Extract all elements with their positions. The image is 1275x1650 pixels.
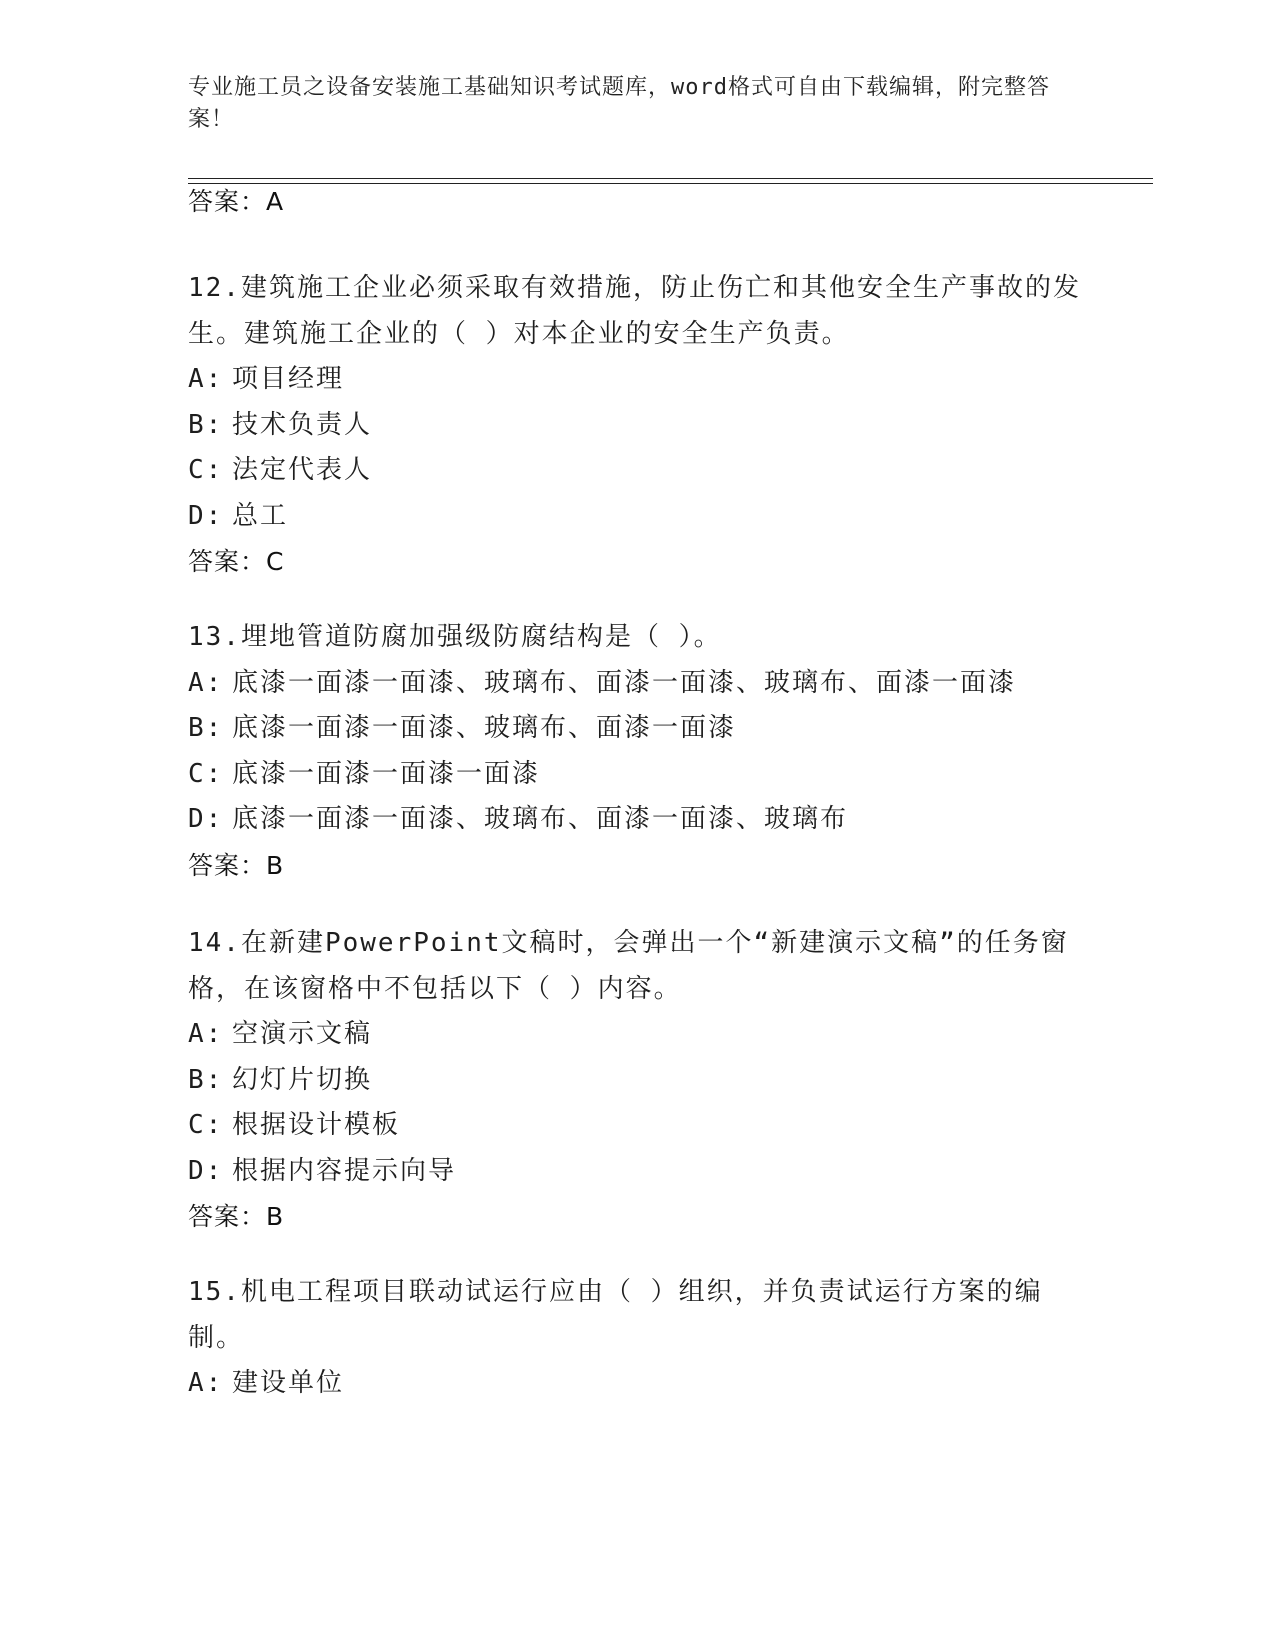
previous-answer-block bbox=[188, 179, 1088, 225]
option-c bbox=[188, 1103, 1088, 1149]
option-b bbox=[188, 706, 1088, 752]
option-text: 空演示文稿 bbox=[232, 1019, 373, 1049]
question-number: 12. bbox=[188, 273, 241, 303]
option-label: D: bbox=[188, 500, 224, 531]
option-label: C: bbox=[188, 1110, 224, 1140]
option-a bbox=[188, 357, 1088, 403]
option-a bbox=[188, 1012, 1088, 1058]
answer-line: 答案：B bbox=[188, 1202, 285, 1231]
question-14 bbox=[188, 921, 1088, 1240]
option-text: 底漆一面漆一面漆一面漆 bbox=[232, 758, 541, 789]
option-label: C: bbox=[188, 758, 224, 789]
option-label: D: bbox=[188, 1155, 224, 1186]
option-d bbox=[188, 494, 1088, 540]
option-label: D: bbox=[188, 804, 224, 834]
option-text: 幻灯片切换 bbox=[232, 1064, 373, 1095]
question-text bbox=[188, 615, 1088, 661]
option-c bbox=[188, 448, 1088, 494]
option-text: 总工 bbox=[232, 500, 289, 531]
option-label: B: bbox=[188, 713, 224, 743]
question-stem: 建筑施工企业必须采取有效措施，防止伤亡和其他安全生产事故的发生。建筑施工企业的（ ）对本企业的安全生产负责。 bbox=[188, 273, 1081, 349]
option-text: 技术负责人 bbox=[232, 409, 373, 440]
question-12 bbox=[188, 266, 1088, 585]
option-c bbox=[188, 752, 1088, 798]
question-13 bbox=[188, 615, 1088, 888]
question-number: 15. bbox=[188, 1277, 241, 1307]
option-text: 底漆一面漆一面漆、玻璃布、面漆一面漆、玻璃布、面漆一面漆 bbox=[232, 667, 1017, 698]
option-label: B: bbox=[188, 409, 224, 440]
option-text: 根据内容提示向导 bbox=[232, 1155, 457, 1186]
option-label: C: bbox=[188, 455, 224, 485]
option-text: 建设单位 bbox=[232, 1368, 345, 1398]
option-text: 项目经理 bbox=[232, 364, 345, 394]
document-header: 专业施工员之设备安装施工基础知识考试题库，word格式可自由下载编辑，附完整答案！ bbox=[188, 75, 1050, 132]
question-stem: 埋地管道防腐加强级防腐结构是（ ）。 bbox=[240, 622, 722, 652]
option-text: 根据设计模板 bbox=[232, 1110, 401, 1140]
answer-line: 答案：A bbox=[188, 187, 285, 216]
option-text: 底漆一面漆一面漆、玻璃布、面漆一面漆、玻璃布 bbox=[232, 804, 849, 834]
option-b bbox=[188, 1058, 1088, 1104]
option-text: 底漆一面漆一面漆、玻璃布、面漆一面漆 bbox=[232, 713, 737, 743]
option-text: 法定代表人 bbox=[232, 455, 373, 485]
option-a bbox=[188, 661, 1088, 707]
option-label: A: bbox=[188, 364, 224, 394]
option-label: A: bbox=[188, 1019, 224, 1049]
question-number: 14. bbox=[188, 928, 241, 958]
option-label: A: bbox=[188, 667, 224, 698]
option-a bbox=[188, 1361, 1088, 1407]
question-text bbox=[188, 921, 1088, 1012]
option-d bbox=[188, 1149, 1088, 1195]
option-label: B: bbox=[188, 1064, 224, 1095]
question-stem: 机电工程项目联动试运行应由（ ）组织，并负责试运行方案的编制。 bbox=[188, 1277, 1043, 1353]
question-number: 13. bbox=[188, 622, 241, 652]
question-text bbox=[188, 266, 1088, 357]
option-b bbox=[188, 403, 1088, 449]
question-text bbox=[188, 1270, 1088, 1361]
answer-line: 答案：C bbox=[188, 547, 285, 576]
option-d bbox=[188, 797, 1088, 843]
question-15 bbox=[188, 1270, 1088, 1407]
option-label: A: bbox=[188, 1368, 224, 1398]
question-stem: 在新建PowerPoint文稿时，会弹出一个“新建演示文稿”的任务窗格，在该窗格中不包括以下（ ）内容。 bbox=[188, 928, 1069, 1004]
answer-line: 答案：B bbox=[188, 850, 285, 880]
